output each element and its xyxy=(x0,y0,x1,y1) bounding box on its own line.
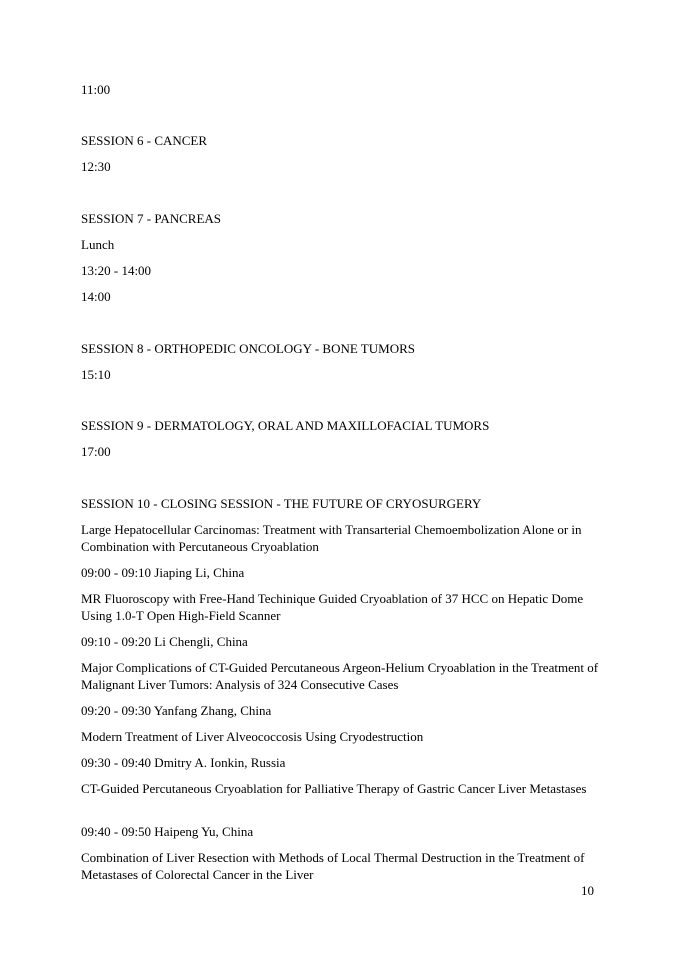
talk-speaker: 09:10 - 09:20 Li Chengli, China xyxy=(81,634,248,649)
time-slot: 13:20 - 14:00 xyxy=(81,263,152,278)
talk-speaker: 09:00 - 09:10 Jiaping Li, China xyxy=(81,565,245,580)
talk-title: Major Complications of CT-Guided Percutaneous Argeon-Helium Cryoablation in the Treatment of Malignant Liver Tumors: Analysis of 324 Consecutive Cases xyxy=(81,660,599,692)
talk-speaker: 09:20 - 09:30 Yanfang Zhang, China xyxy=(81,703,272,718)
session-heading: SESSION 8 - ORTHOPEDIC ONCOLOGY - BONE TUMORS xyxy=(81,341,415,356)
talk-title: Modern Treatment of Liver Alveococcosis Using Cryodestruction xyxy=(81,729,424,744)
page-number: 10 xyxy=(581,883,594,898)
break-label: Lunch xyxy=(81,237,115,252)
talk-speaker: 09:30 - 09:40 Dmitry A. Ionkin, Russia xyxy=(81,755,286,770)
session-heading: SESSION 7 - PANCREAS xyxy=(81,211,222,226)
talk-title: Large Hepatocellular Carcinomas: Treatment with Transarterial Chemoembolization Alone or in Combination with Percutaneous Cryoablation xyxy=(81,522,582,554)
session-heading: SESSION 9 - DERMATOLOGY, ORAL AND MAXILLOFACIAL TUMORS xyxy=(81,418,490,433)
talk-speaker: 09:40 - 09:50 Haipeng Yu, China xyxy=(81,824,254,839)
time-slot: 15:10 xyxy=(81,367,111,382)
session-heading: SESSION 6 - CANCER xyxy=(81,133,208,148)
time-slot: 14:00 xyxy=(81,289,111,304)
talk-title: Combination of Liver Resection with Methods of Local Thermal Destruction in the Treatment of Metastases of Colorectal Cancer in the Liver xyxy=(81,850,585,882)
talk-title: MR Fluoroscopy with Free-Hand Techinique Guided Cryoablation of 37 HCC on Hepatic Dome Using 1.0-T Open High-Field Scanner xyxy=(81,591,584,623)
time-slot: 11:00 xyxy=(81,82,111,97)
session-heading: SESSION 10 - CLOSING SESSION - THE FUTURE OF CRYOSURGERY xyxy=(81,496,482,511)
time-slot: 12:30 xyxy=(81,159,111,174)
time-slot: 17:00 xyxy=(81,444,111,459)
talk-title: CT-Guided Percutaneous Cryoablation for Palliative Therapy of Gastric Cancer Liver Metastases xyxy=(81,781,587,796)
